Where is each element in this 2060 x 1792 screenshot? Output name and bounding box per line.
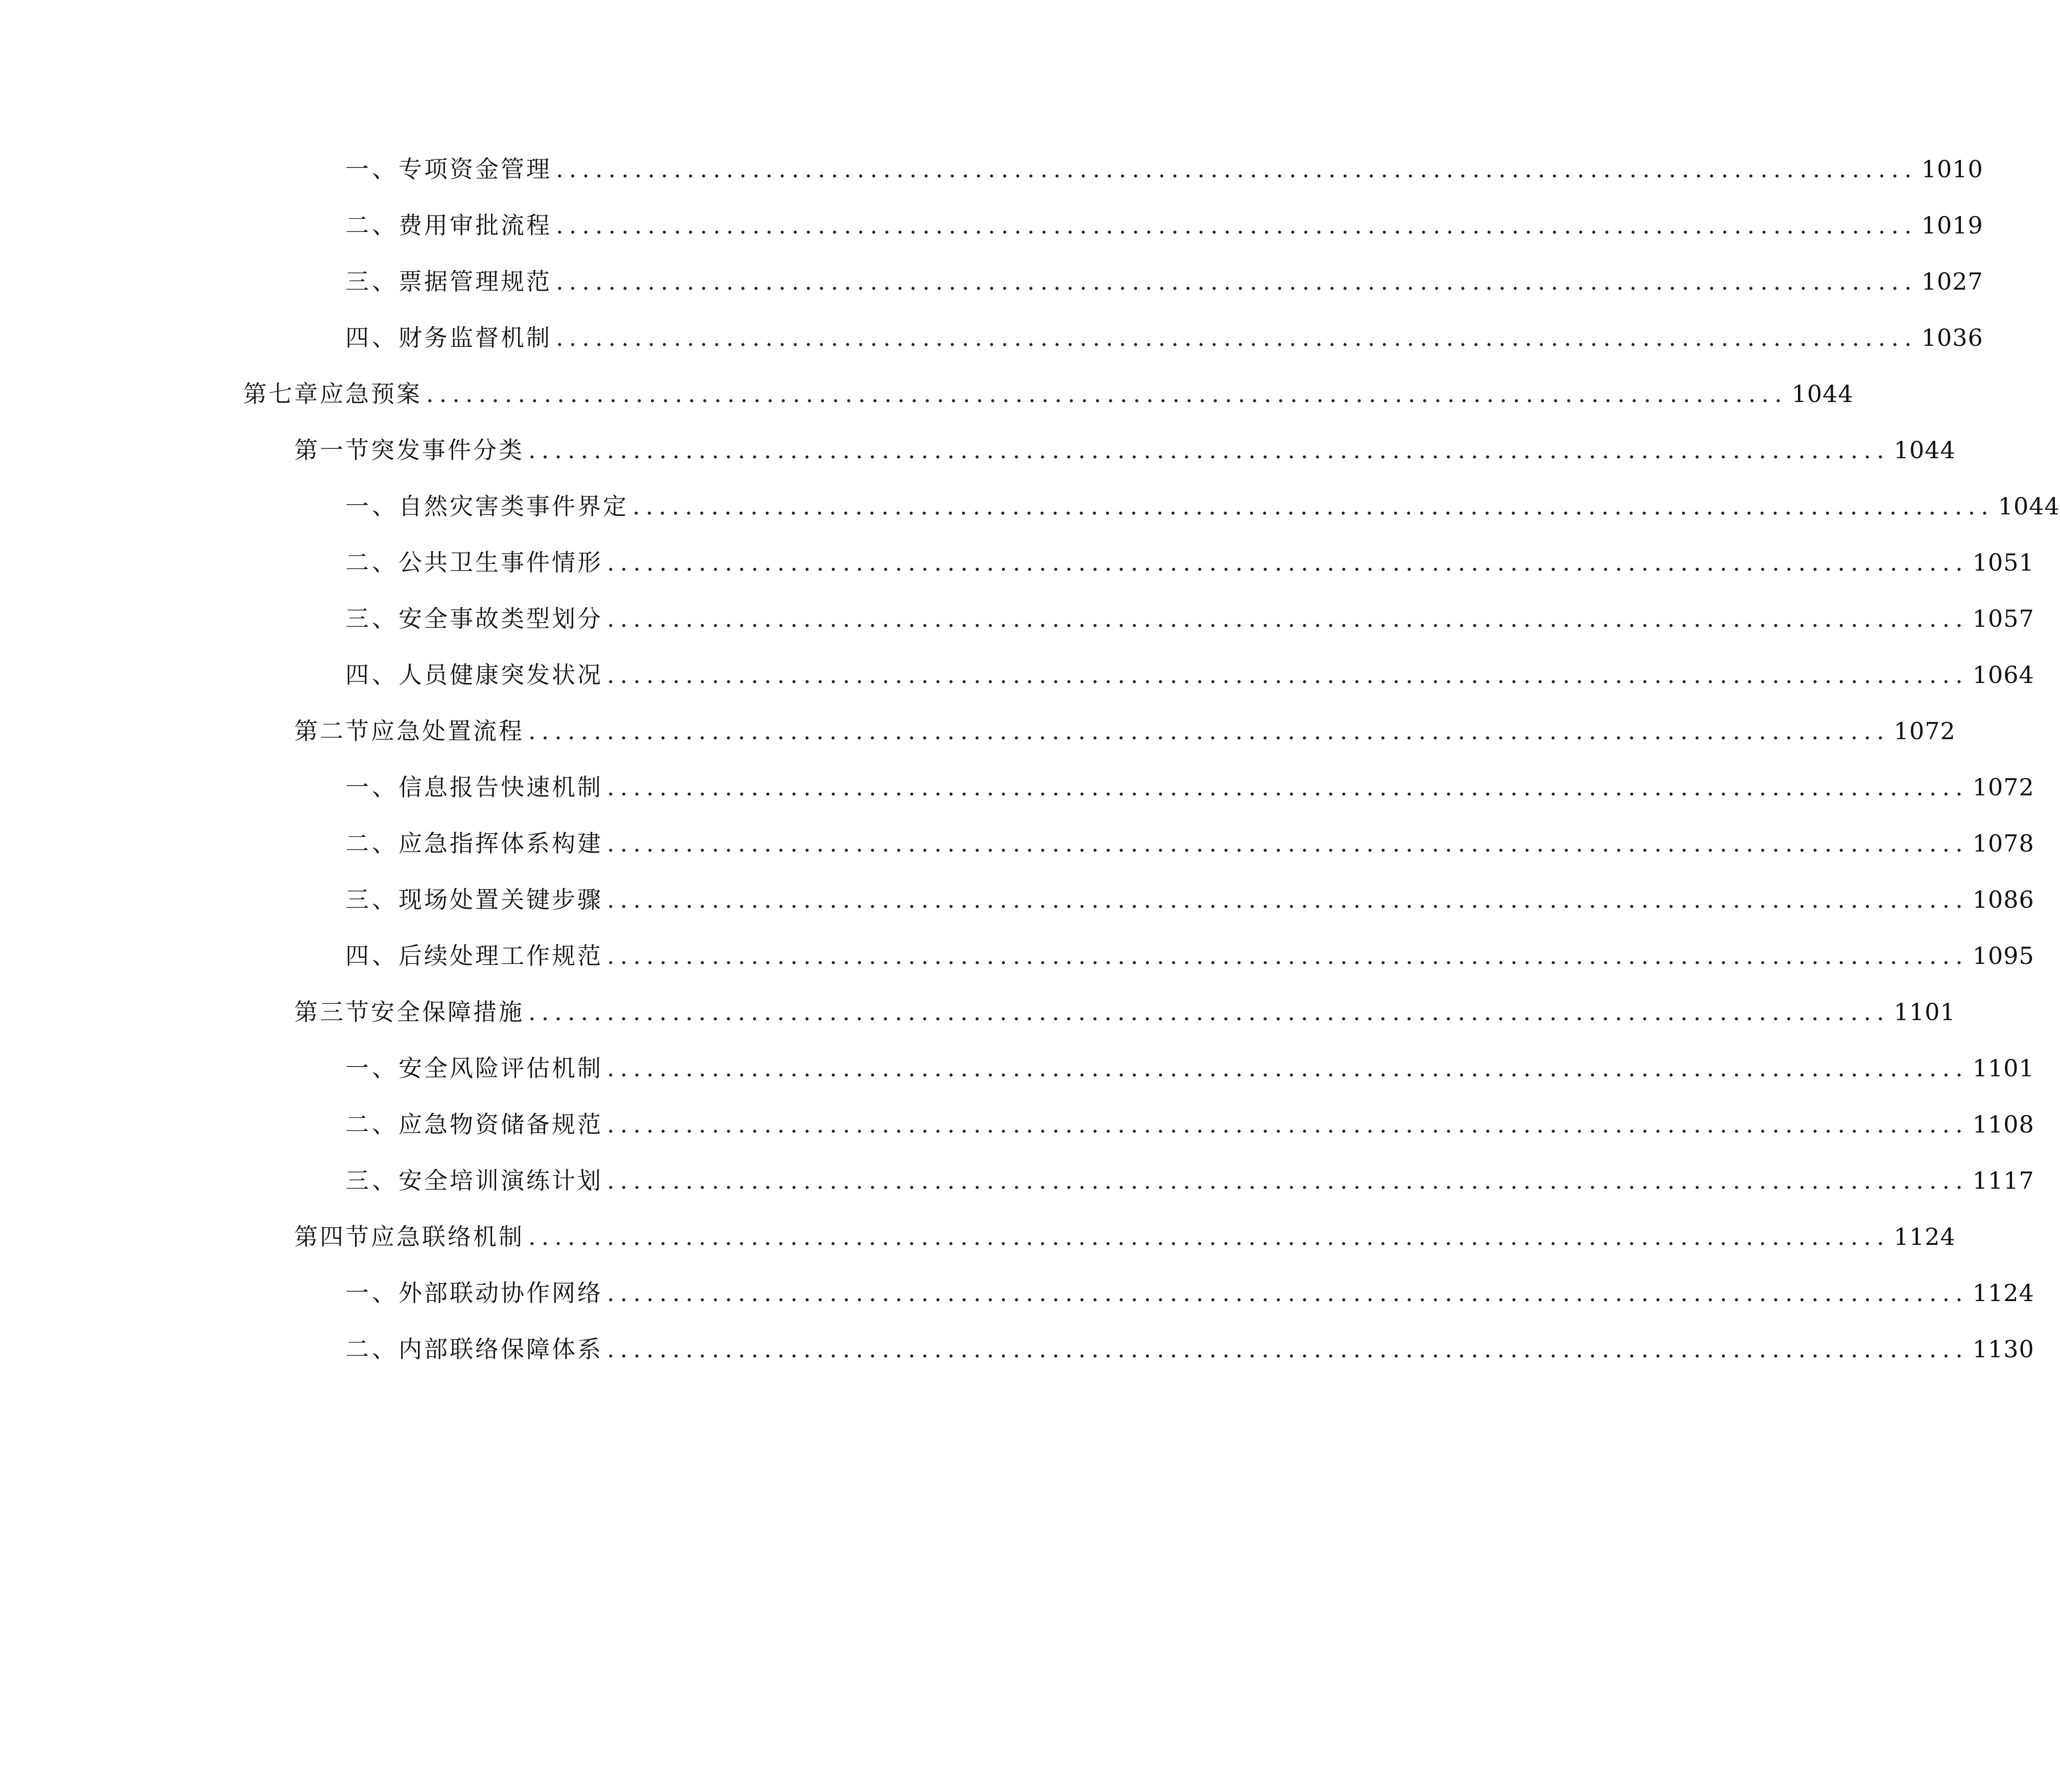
toc-entry[interactable] [345, 488, 2060, 524]
dot-leader: ........................................................................................................ [607, 1279, 1969, 1307]
dot-leader: ........................................................................................................ [607, 830, 1969, 857]
dot-leader: ........................................................................................................ [607, 942, 1969, 970]
toc-entry-title: 应急物资储备规范 [399, 1111, 603, 1138]
toc-entry-page: 1108 [1972, 1111, 2034, 1138]
toc-section[interactable] [294, 1219, 1956, 1255]
toc-section-title: 应急联络机制 [371, 1223, 524, 1251]
dot-leader: ........................................................................................................ [556, 211, 1917, 239]
toc-section-number: 第二节 [294, 717, 371, 745]
toc-entry-page: 1044 [1998, 492, 2060, 520]
toc-entry-number: 二、 [345, 211, 399, 239]
toc-entry-number: 一、 [345, 492, 399, 520]
toc-entry-page: 1010 [1921, 155, 1983, 183]
toc-entry[interactable] [345, 151, 1983, 187]
toc-entry-title: 应急指挥体系构建 [399, 830, 603, 857]
toc-section[interactable] [294, 713, 1956, 749]
toc-entry[interactable] [345, 264, 1983, 299]
toc-entry-page: 1117 [1972, 1167, 2034, 1194]
toc-entry-title: 内部联络保障体系 [399, 1335, 603, 1363]
dot-leader: ........................................................................................................ [607, 1167, 1969, 1194]
dot-leader: ........................................................................................................ [556, 155, 1917, 183]
toc-entry[interactable] [345, 601, 2034, 636]
dot-leader: ........................................................................................................ [607, 886, 1969, 913]
toc-entry-number: 四、 [345, 942, 399, 970]
dot-leader: ........................................................................................................ [607, 773, 1969, 801]
toc-section[interactable] [294, 432, 1956, 468]
toc-entry-title: 安全事故类型划分 [399, 605, 603, 632]
dot-leader: ........................................................................................................ [528, 1223, 1890, 1251]
dot-leader: ........................................................................................................ [607, 661, 1969, 689]
dot-leader: ........................................................................................................ [607, 1054, 1969, 1082]
toc-chapter-number: 第七章 [243, 380, 320, 408]
toc-entry-page: 1095 [1972, 942, 2034, 970]
toc-entry-page: 1086 [1972, 886, 2034, 913]
toc-entry-number: 三、 [345, 605, 399, 632]
dot-leader: ........................................................................................................ [633, 492, 1994, 520]
toc-entry-title: 外部联动协作网络 [399, 1279, 603, 1307]
toc-entry-number: 三、 [345, 886, 399, 913]
toc-entry-page: 1051 [1972, 549, 2034, 576]
toc-section-number: 第三节 [294, 998, 371, 1026]
toc-entry-page: 1124 [1893, 1223, 1956, 1251]
toc-entry-number: 一、 [345, 1054, 399, 1082]
toc-entry-title: 信息报告快速机制 [399, 773, 603, 801]
toc-entry-title: 安全风险评估机制 [399, 1054, 603, 1082]
dot-leader: ........................................................................................................ [607, 1335, 1969, 1363]
toc-entry[interactable] [345, 1050, 2034, 1086]
toc-entry-title: 自然灾害类事件界定 [399, 492, 628, 520]
dot-leader: ........................................................................................................ [528, 436, 1890, 464]
toc-entry-page: 1078 [1972, 830, 2034, 857]
toc-entry-page: 1057 [1972, 605, 2034, 632]
toc-entry-page: 1072 [1972, 773, 2034, 801]
dot-leader: ........................................................................................................ [528, 998, 1890, 1026]
toc-entry-title: 票据管理规范 [399, 268, 552, 295]
toc-entry-page: 1019 [1921, 211, 1983, 239]
dot-leader: ........................................................................................................ [607, 549, 1969, 576]
toc-entry-title: 财务监督机制 [399, 324, 552, 351]
toc-entry[interactable] [345, 1275, 2034, 1311]
toc-section-title: 安全保障措施 [371, 998, 524, 1026]
dot-leader: ........................................................................................................ [556, 268, 1917, 295]
toc-entry[interactable] [345, 882, 2034, 917]
toc-entry-number: 二、 [345, 1335, 399, 1363]
toc-entry-number: 一、 [345, 773, 399, 801]
toc-entry-title: 专项资金管理 [399, 155, 552, 183]
toc-entry-page: 1124 [1972, 1279, 2034, 1307]
dot-leader: ........................................................................................................ [426, 380, 1788, 408]
toc-entry-number: 三、 [345, 1167, 399, 1194]
toc-entry-page: 1036 [1921, 324, 1983, 351]
dot-leader: ........................................................................................................ [607, 1111, 1969, 1138]
toc-entry-number: 一、 [345, 1279, 399, 1307]
toc-entry[interactable] [345, 657, 2034, 693]
dot-leader: ........................................................................................................ [556, 324, 1917, 351]
toc-entry-title: 现场处置关键步骤 [399, 886, 603, 913]
toc-entry[interactable] [345, 769, 2034, 805]
dot-leader: ........................................................................................................ [607, 605, 1969, 632]
toc-entry[interactable] [345, 545, 2034, 580]
toc-section-number: 第四节 [294, 1223, 371, 1251]
toc-section[interactable] [294, 994, 1956, 1030]
toc-entry-number: 一、 [345, 155, 399, 183]
toc-entry-number: 四、 [345, 324, 399, 351]
toc-entry-page: 1064 [1972, 661, 2034, 689]
toc-section-number: 第一节 [294, 436, 371, 464]
toc-entry[interactable] [345, 320, 1983, 356]
toc-entry-page: 1044 [1893, 436, 1956, 464]
toc-entry-title: 公共卫生事件情形 [399, 549, 603, 576]
toc-entry-page: 1130 [1972, 1335, 2034, 1363]
toc-entry-page: 1101 [1972, 1054, 2034, 1082]
toc-entry[interactable] [345, 207, 1983, 243]
toc-entry-number: 二、 [345, 830, 399, 857]
dot-leader: ........................................................................................................ [528, 717, 1890, 745]
toc-entry-title: 费用审批流程 [399, 211, 552, 239]
toc-entry[interactable] [345, 938, 2034, 974]
toc-section-title: 应急处置流程 [371, 717, 524, 745]
toc-chapter-title: 应急预案 [320, 380, 422, 408]
toc-entry-number: 四、 [345, 661, 399, 689]
toc-entry[interactable] [345, 1331, 2034, 1367]
toc-entry-title: 安全培训演练计划 [399, 1167, 603, 1194]
toc-entry[interactable] [345, 826, 2034, 861]
toc-entry[interactable] [345, 1163, 2034, 1198]
toc-entry-number: 二、 [345, 549, 399, 576]
toc-entry-title: 人员健康突发状况 [399, 661, 603, 689]
toc-chapter[interactable] [243, 376, 1854, 412]
toc-section-title: 突发事件分类 [371, 436, 524, 464]
toc-entry[interactable] [345, 1106, 2034, 1142]
toc-entry-page: 1072 [1893, 717, 1956, 745]
toc-entry-page: 1044 [1791, 380, 1854, 408]
toc-entry-number: 二、 [345, 1111, 399, 1138]
toc-entry-page: 1027 [1921, 268, 1983, 295]
toc-entry-title: 后续处理工作规范 [399, 942, 603, 970]
toc-entry-number: 三、 [345, 268, 399, 295]
toc-entry-page: 1101 [1893, 998, 1956, 1026]
